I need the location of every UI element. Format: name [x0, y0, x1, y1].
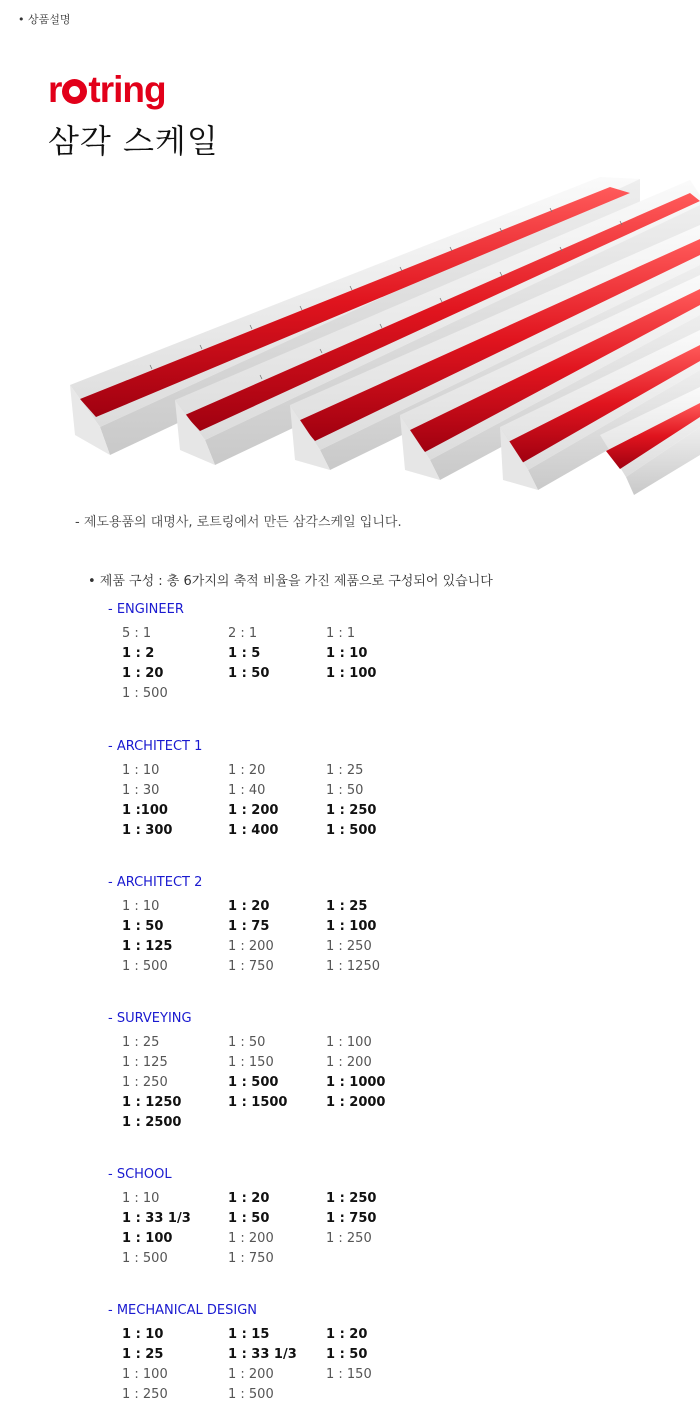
scale-ratio: 1 : 50 — [326, 1347, 368, 1362]
scale-ratio: 1 : 100 — [326, 1035, 372, 1050]
product-title: 삼각 스케일 — [48, 122, 219, 160]
scale-ratio: 1 : 500 — [228, 1387, 274, 1402]
scale-ratio: 1 : 750 — [228, 1251, 274, 1266]
scale-ratio: 1 : 10 — [122, 899, 160, 914]
scale-grid — [122, 1325, 668, 1405]
section-title: - SCHOOL — [108, 1167, 172, 1182]
scale-ratio: 1 : 250 — [326, 1231, 372, 1246]
scale-ratio: 1 : 1500 — [228, 1095, 288, 1110]
scale-ratio: 1 : 100 — [122, 1367, 168, 1382]
scale-ratio: 1 : 200 — [228, 1367, 274, 1382]
scale-ratio: 1 : 75 — [228, 919, 270, 934]
scale-ratio: 1 : 250 — [326, 803, 377, 818]
scale-ratio: 1 : 500 — [122, 686, 168, 701]
scale-ratio: 1 : 200 — [326, 1055, 372, 1070]
scale-ratio: 1 : 50 — [326, 783, 364, 798]
scale-ratio: 1 : 33 1/3 — [122, 1211, 191, 1226]
scale-ratio: 1 : 5 — [228, 646, 261, 661]
scale-ratio: 1 : 30 — [122, 783, 160, 798]
rotring-logo: r tring — [48, 69, 166, 110]
scale-grid — [122, 761, 668, 841]
scale-ratio: 1 : 33 1/3 — [228, 1347, 297, 1362]
scale-grid — [122, 897, 668, 977]
scale-section — [108, 1301, 668, 1405]
scale-ratio: 1 :100 — [122, 803, 168, 818]
scale-ratio: 5 : 1 — [122, 626, 152, 641]
scale-ratio: 1 : 150 — [326, 1367, 372, 1382]
scale-ratio: 1 : 200 — [228, 939, 274, 954]
scale-ratio: 1 : 50 — [228, 1035, 266, 1050]
scale-ratio: 1 : 100 — [326, 919, 377, 934]
scale-ratio: 1 : 100 — [326, 666, 377, 681]
scale-ratio: 1 : 1250 — [122, 1095, 182, 1110]
scale-ratio: 1 : 25 — [326, 763, 364, 778]
scale-ratio: 1 : 500 — [326, 823, 377, 838]
scale-ratio: 1 : 200 — [228, 1231, 274, 1246]
scale-ratio: 1 : 15 — [228, 1327, 270, 1342]
scale-ratio: 1 : 1 — [326, 626, 356, 641]
scale-grid — [122, 624, 668, 704]
scale-ratio: 1 : 50 — [228, 1211, 270, 1226]
scale-ratio: 1 : 20 — [326, 1327, 368, 1342]
product-composition: • 제품 구성 : 총 6가지의 축적 비율을 가진 제품으로 구성되어 있습니다 — [88, 574, 493, 589]
scale-ratio: 1 : 750 — [326, 1211, 377, 1226]
scale-ratio: 1 : 1000 — [326, 1075, 386, 1090]
scale-ratio: 1 : 250 — [326, 1191, 377, 1206]
scale-ratio: 1 : 100 — [122, 1231, 173, 1246]
scale-ratio: 1 : 1250 — [326, 959, 380, 974]
scale-ratio: 1 : 2 — [122, 646, 155, 661]
logo-ring-icon — [62, 79, 87, 104]
scale-ratio: 1 : 500 — [228, 1075, 279, 1090]
product-photo — [0, 165, 700, 505]
product-description: - 제도용품의 대명사, 로트링에서 만든 삼각스케일 입니다. — [75, 515, 402, 530]
scale-section — [108, 873, 668, 977]
scale-ratio: 1 : 40 — [228, 783, 266, 798]
scale-ratio: 1 : 250 — [122, 1075, 168, 1090]
scale-ratio: 1 : 25 — [326, 899, 368, 914]
scale-ratio: 1 : 200 — [228, 803, 279, 818]
scale-ratio: 1 : 250 — [122, 1387, 168, 1402]
scale-ratio: 1 : 50 — [228, 666, 270, 681]
scale-ratio: 1 : 25 — [122, 1347, 164, 1362]
section-title: - SURVEYING — [108, 1011, 192, 1026]
scale-section — [108, 1165, 668, 1269]
scale-ratio: 1 : 10 — [122, 1327, 164, 1342]
scale-ratio: 1 : 2500 — [122, 1115, 182, 1130]
scale-ratio: 1 : 2000 — [326, 1095, 386, 1110]
scale-ratio: 1 : 10 — [122, 1191, 160, 1206]
section-title: - ARCHITECT 2 — [108, 875, 203, 890]
scale-ratio: 1 : 500 — [122, 959, 168, 974]
scale-grid — [122, 1033, 668, 1133]
scale-ratio: 2 : 1 — [228, 626, 258, 641]
scale-ratio: 1 : 10 — [326, 646, 368, 661]
scale-ratio: 1 : 25 — [122, 1035, 160, 1050]
scale-ratio: 1 : 500 — [122, 1251, 168, 1266]
section-title: - ARCHITECT 1 — [108, 739, 203, 754]
scale-ratio: 1 : 400 — [228, 823, 279, 838]
scale-ratio: 1 : 10 — [122, 763, 160, 778]
scale-ratio: 1 : 250 — [326, 939, 372, 954]
scale-ratio: 1 : 750 — [228, 959, 274, 974]
scale-ratio: 1 : 20 — [228, 763, 266, 778]
scale-section — [108, 1009, 668, 1133]
scale-ratio: 1 : 20 — [228, 1191, 270, 1206]
scale-section — [108, 600, 668, 704]
section-title: - ENGINEER — [108, 602, 184, 617]
scale-ratio: 1 : 125 — [122, 939, 173, 954]
scale-ratio: 1 : 300 — [122, 823, 173, 838]
scale-grid — [122, 1189, 668, 1269]
scale-ratio: 1 : 150 — [228, 1055, 274, 1070]
scale-ratio: 1 : 125 — [122, 1055, 168, 1070]
scale-section — [108, 737, 668, 841]
section-title: - MECHANICAL DESIGN — [108, 1303, 258, 1318]
page-section-label: • 상품설명 — [18, 13, 71, 26]
section-label-text: 상품설명 — [28, 13, 71, 26]
scale-ratio: 1 : 50 — [122, 919, 164, 934]
scale-ratio: 1 : 20 — [122, 666, 164, 681]
scale-ratio: 1 : 20 — [228, 899, 270, 914]
